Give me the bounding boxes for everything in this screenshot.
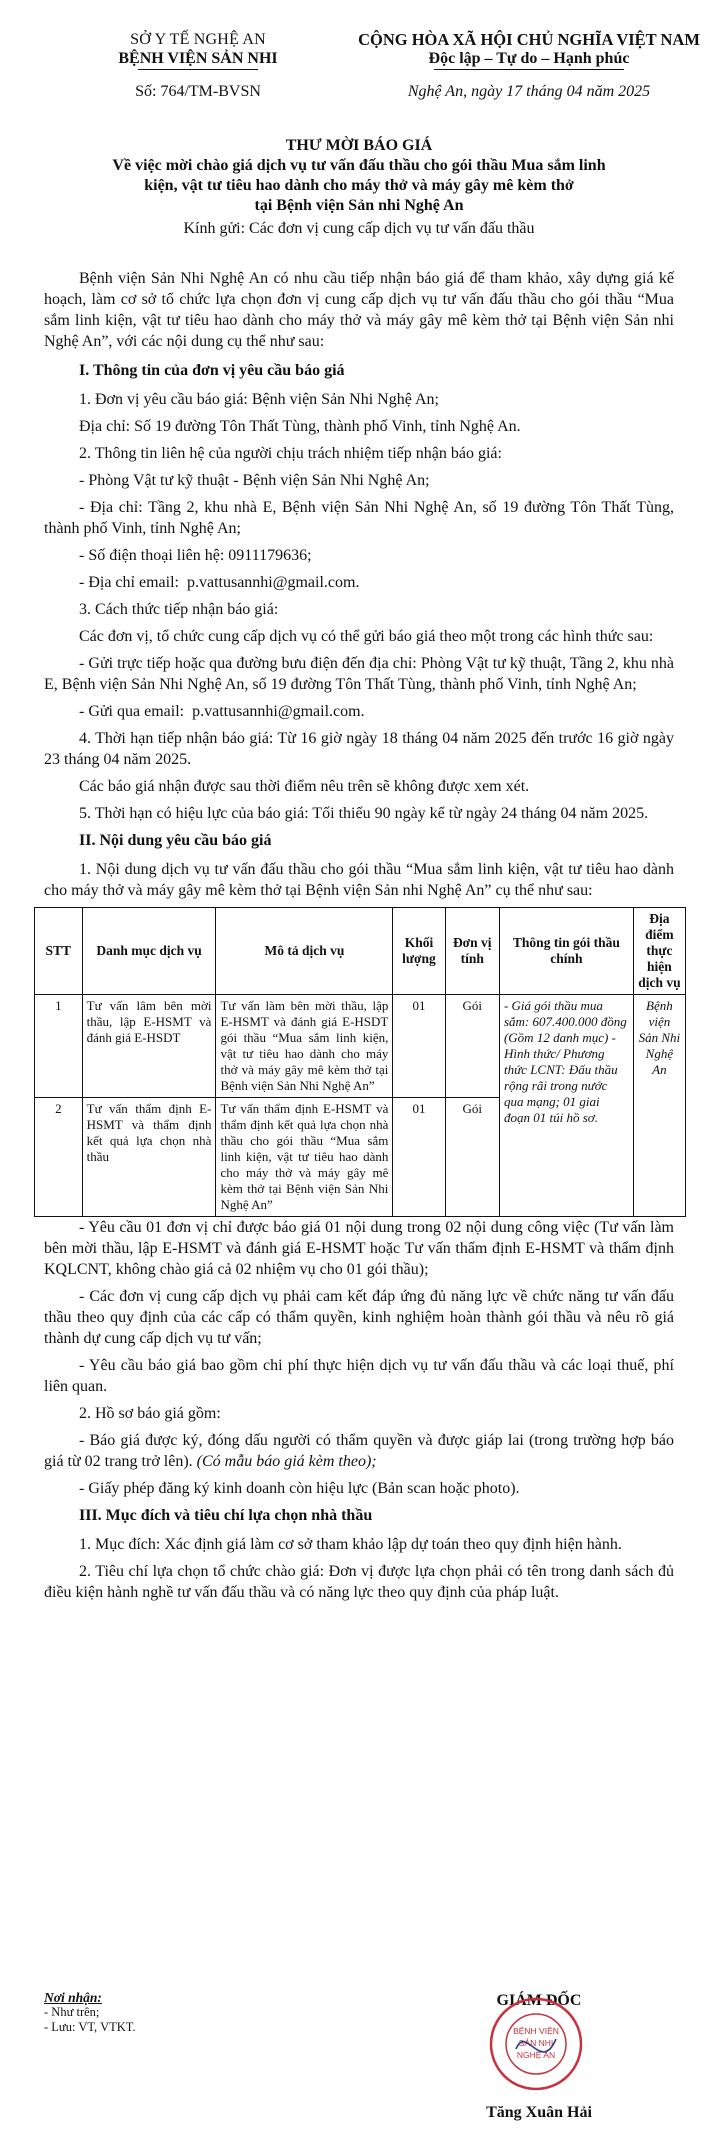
section-1-item: - Địa chỉ: Tầng 2, khu nhà E, Bệnh viện Sản Nhi Nghệ An, số 19 đường Tôn Thất Tùng, thành phố Vinh, tỉnh Nghệ An; — [44, 499, 674, 537]
table-header-cell: Danh mục dịch vụ — [82, 908, 216, 995]
recipient-item: - Như trên; — [44, 2005, 100, 2019]
section-3-item: 2. Tiêu chí lựa chọn tổ chức chào giá: Đơn vị được lựa chọn phải có tên trong danh sách đủ điều kiện hành nghề tư vấn đấu thầu và có năng lực theo quy định của pháp luật. — [44, 1563, 674, 1601]
table-header-cell: STT — [35, 908, 83, 995]
svg-text:SẢN NHI: SẢN NHI — [518, 2038, 554, 2048]
table-header-cell: Mô tả dịch vụ — [216, 908, 393, 995]
recipients-label: Nơi nhận: — [44, 1990, 102, 2005]
document-number: Số: 764/TM-BVSN — [135, 83, 261, 100]
section-3-heading: III. Mục đích và tiêu chí lựa chọn nhà thầu — [79, 1507, 373, 1524]
signer-role: GIÁM ĐỐC — [496, 1992, 582, 2009]
recipient-line: Kính gửi: Các đơn vị cung cấp dịch vụ tư vấn đấu thầu — [183, 220, 535, 237]
issuer-block — [88, 30, 308, 101]
document-title — [44, 136, 674, 216]
table-cell-package-info: - Giá gói thầu mua sắm: 607.400.000 đồng (Gồm 12 danh mục) - Hình thức/ Phương thức LCNT: Đấu thầu rộng rãi trong nước qua mạng; 01 giai đoạn 01 túi hồ sơ. — [499, 995, 633, 1217]
section-1-item: 1. Đơn vị yêu cầu báo giá: Bệnh viện Sản Nhi Nghệ An; — [79, 391, 439, 408]
section-1-item: Các đơn vị, tổ chức cung cấp dịch vụ có thể gửi báo giá theo một trong các hình thức sau: — [79, 628, 654, 645]
issuer-hospital: BỆNH VIỆN SẢN NHI — [118, 50, 278, 67]
email-submit-link[interactable]: p.vattusannhi@gmail.com. — [192, 703, 365, 720]
title-subject-line-2: kiện, vật tư tiêu hao dành cho máy thở và máy gây mê kèm thở — [144, 177, 574, 194]
title-subject-line-3: tại Bệnh viện Sản nhi Nghệ An — [254, 197, 464, 214]
email-submit-label: - Gửi qua email: — [79, 703, 185, 720]
table-cell-stt: 1 — [35, 995, 83, 1098]
issuer-agency: SỞ Y TẾ NGHỆ AN — [130, 31, 266, 48]
signer-name: Tăng Xuân Hải — [486, 2104, 592, 2121]
section-1-item: Địa chỉ: Số 19 đường Tôn Thất Tùng, thành phố Vinh, tỉnh Nghệ An. — [79, 418, 521, 435]
title-subject-line-1: Về việc mời chào giá dịch vụ tư vấn đấu thầu cho gói thầu Mua sắm linh — [112, 157, 606, 174]
table-header-cell: Thông tin gói thầu chính — [499, 908, 633, 995]
table-cell-unit: Gói — [445, 1098, 499, 1217]
section-2-item: - Yêu cầu báo giá bao gồm chi phí thực hiện dịch vụ tư vấn đấu thầu và các loại thuế, phí liên quan. — [44, 1357, 674, 1395]
table-cell-description: Tư vấn thẩm định E-HSMT và thẩm định kết quả lựa chọn nhà thầu cho gói thầu “Mua sắm linh kiện, vật tư tiêu hao dành cho máy thở và máy gây mê kèm thở tại Bệnh viện Sản Nhi Nghệ An” — [216, 1098, 393, 1217]
quote-requirement: - Báo giá được ký, đóng dấu người có thẩm quyền và được giáp lai (trong trường hợp báo giá từ 02 trang trở lên). — [44, 1432, 674, 1470]
table-cell-description: Tư vấn làm bên mời thầu, lập E-HSMT và đánh giá E-HSDT gói thầu “Mua sắm linh kiện, vật tư tiêu hao dành cho máy thở và máy gây mê kèm thở tại Bệnh viện Sản Nhi Nghệ An” — [216, 995, 393, 1098]
email-line — [44, 572, 674, 593]
table-cell-qty: 01 — [393, 995, 445, 1098]
motto-underline — [434, 69, 624, 70]
section-3-item: 1. Mục đích: Xác định giá làm cơ sở tham khảo lập dự toán theo quy định hiện hành. — [79, 1536, 622, 1553]
table-cell-unit: Gói — [445, 995, 499, 1098]
table-header-cell: Đơn vị tính — [445, 908, 499, 995]
recipients-block — [44, 1990, 136, 2035]
section-1-item: 4. Thời hạn tiếp nhận báo giá: Từ 16 giờ ngày 18 tháng 04 năm 2025 đến trước 16 giờ ngày 23 tháng 04 năm 2025. — [44, 730, 674, 768]
document-header — [44, 0, 700, 100]
table-header-cell: Địa điểm thực hiện dịch vụ — [633, 908, 685, 995]
section-1-item: - Gửi trực tiếp hoặc qua đường bưu điện đến địa chỉ: Phòng Vật tư kỹ thuật, Tầng 2, khu nhà E, Bệnh viện Sản Nhi Nghệ An, số 19 đường Tôn Thất Tùng, thành phố Vinh, tỉnh Nghệ An; — [44, 655, 674, 693]
svg-text:NGHỆ AN: NGHỆ AN — [516, 2050, 556, 2060]
issue-date: Nghệ An, ngày 17 tháng 04 năm 2025 — [407, 83, 651, 100]
section-1-item: 5. Thời hạn có hiệu lực của báo giá: Tối thiểu 90 ngày kể từ ngày 24 tháng 04 năm 2025. — [79, 805, 649, 822]
official-seal-icon — [486, 1994, 586, 2094]
national-heading — [334, 30, 717, 101]
table-cell-stt: 2 — [35, 1098, 83, 1217]
section-1-item: - Số điện thoại liên hệ: 0911179636; — [79, 547, 312, 564]
table-row — [35, 995, 686, 1098]
national-motto: Độc lập – Tự do – Hạnh phúc — [428, 50, 630, 67]
recipient-item: - Lưu: VT, VTKT. — [44, 2020, 136, 2034]
svg-text:BỆNH VIỆN: BỆNH VIỆN — [513, 2026, 559, 2036]
section-2-item: - Các đơn vị cung cấp dịch vụ phải cam kết đáp ứng đủ năng lực về chức năng tư vấn đấu thầu theo quy định của các cấp có thẩm quyền, kinh nghiệm hoàn thành gói thầu và nêu rõ giá thành dự cung cấp dịch vụ tư vấn; — [44, 1288, 674, 1347]
document-footer — [44, 1990, 674, 2130]
table-cell-category: Tư vấn thẩm định E-HSMT và thẩm định kết quả lựa chọn nhà thầu — [82, 1098, 216, 1217]
table-header-cell: Khối lượng — [393, 908, 445, 995]
document-body — [44, 268, 681, 1609]
signature-block — [424, 1990, 654, 2121]
email-label: - Địa chỉ email: — [79, 574, 179, 591]
intro-paragraph: Bệnh viện Sản Nhi Nghệ An có nhu cầu tiếp nhận báo giá để tham khảo, xây dựng giá kế hoạch, làm cơ sở tổ chức lựa chọn đơn vị cung cấp dịch vụ tư vấn đấu thầu cho gói thầu “Mua sắm linh kiện, vật tư tiêu hao dành cho máy thở và máy gây mê kèm thở tại Bệnh viện Sản nhi Nghệ An”, với các nội dung cụ thể như sau: — [44, 270, 674, 350]
section-2-item: 1. Nội dung dịch vụ tư vấn đấu thầu cho gói thầu “Mua sắm linh kiện, vật tư tiêu hao dành cho máy thở và máy gây mê kèm thở tại Bệnh viện Sản nhi Nghệ An” cụ thể như sau: — [44, 861, 674, 899]
section-2-item: - Giấy phép đăng ký kinh doanh còn hiệu lực (Bản scan hoặc photo). — [79, 1480, 520, 1497]
section-1-item: 2. Thông tin liên hệ của người chịu trách nhiệm tiếp nhận báo giá: — [79, 445, 502, 462]
email-link[interactable]: p.vattusannhi@gmail.com. — [186, 574, 360, 591]
section-1-item: 3. Cách thức tiếp nhận báo giá: — [79, 601, 279, 618]
table-cell-category: Tư vấn lâm bên mời thầu, lập E-HSMT và đánh giá E-HSDT — [82, 995, 216, 1098]
title-main: THƯ MỜI BÁO GIÁ — [285, 137, 433, 154]
section-1-item: Các báo giá nhận được sau thời điểm nêu trên sẽ không được xem xét. — [79, 778, 530, 795]
issuer-underline — [138, 69, 258, 70]
services-table — [34, 907, 686, 1217]
nation-name: CỘNG HÒA XÃ HỘI CHỦ NGHĨA VIỆT NAM — [358, 30, 700, 49]
section-2-heading: II. Nội dung yêu cầu báo giá — [79, 832, 272, 849]
table-header-row — [35, 908, 686, 995]
table-cell-qty: 01 — [393, 1098, 445, 1217]
quote-template-note: (Có mẫu báo giá kèm theo); — [196, 1453, 377, 1470]
section-1-heading: I. Thông tin của đơn vị yêu cầu báo giá — [79, 362, 345, 379]
section-1-item: - Phòng Vật tư kỹ thuật - Bệnh viện Sản Nhi Nghệ An; — [79, 472, 430, 489]
table-cell-location: Bệnh viện Sản Nhi Nghệ An — [633, 995, 685, 1217]
section-2-item: - Yêu cầu 01 đơn vị chỉ được báo giá 01 nội dung trong 02 nội dung công việc (Tư vấn làm bên mời thầu, lập E-HSMT và đánh giá E-HSMT hoặc Tư vấn thẩm định E-HSMT và thẩm định KQLCNT, không chào giá cả 02 nhiệm vụ cho 01 gói thầu); — [44, 1219, 674, 1278]
section-2-item — [44, 1430, 674, 1472]
email-submit-line — [44, 701, 674, 722]
section-2-item: 2. Hồ sơ báo giá gồm: — [79, 1405, 221, 1422]
